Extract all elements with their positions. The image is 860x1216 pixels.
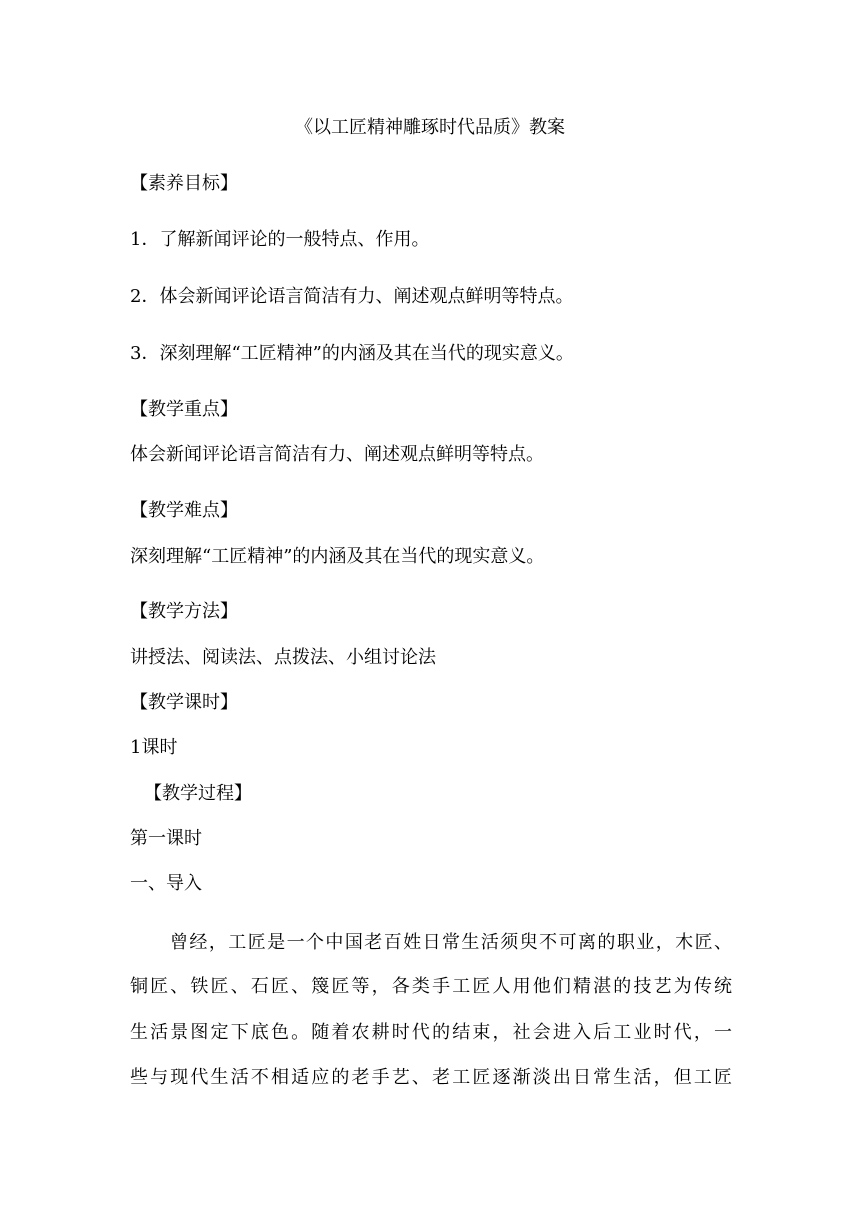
key-points-text: 体会新闻评论语言简洁有力、阐述观点鲜明等特点。 — [130, 444, 544, 465]
document-title: 《以工匠精神雕琢时代品质》教案 — [295, 117, 565, 138]
heading-literacy-goals: 【素养目标】 — [130, 173, 238, 194]
goal-item-2: 2．体会新闻评论语言简洁有力、阐述观点鲜明等特点。 — [130, 286, 574, 307]
heading-methods: 【教学方法】 — [130, 601, 238, 622]
goal-item-3: 3．深刻理解“工匠精神”的内涵及其在当代的现实意义。 — [130, 343, 574, 364]
process-lesson: 第一课时 — [130, 828, 202, 849]
heading-process: 【教学过程】 — [144, 783, 252, 804]
intro-paragraph-line-2: 铜匠、铁匠、石匠、篾匠等，各类手工匠人用他们精湛的技艺为传统 — [130, 976, 732, 997]
intro-paragraph-line-4: 些与现代生活不相适应的老手艺、老工匠逐渐淡出日常生活，但工匠 — [130, 1067, 732, 1088]
process-part-intro: 一、导入 — [130, 873, 202, 894]
difficulties-text: 深刻理解“工匠精神”的内涵及其在当代的现实意义。 — [130, 546, 545, 567]
heading-class-hours: 【教学课时】 — [130, 692, 238, 713]
heading-difficulties: 【教学难点】 — [130, 500, 238, 521]
heading-key-points: 【教学重点】 — [130, 399, 238, 420]
methods-text: 讲授法、阅读法、点拨法、小组讨论法 — [130, 647, 436, 668]
goal-item-1: 1．了解新闻评论的一般特点、作用。 — [130, 229, 430, 250]
class-hours-text: 1课时 — [130, 737, 178, 758]
intro-paragraph-line-1: 曾经，工匠是一个中国老百姓日常生活须臾不可离的职业，木匠、 — [170, 932, 732, 953]
intro-paragraph-line-3: 生活景图定下底色。随着农耕时代的结束，社会进入后工业时代，一 — [130, 1022, 732, 1043]
